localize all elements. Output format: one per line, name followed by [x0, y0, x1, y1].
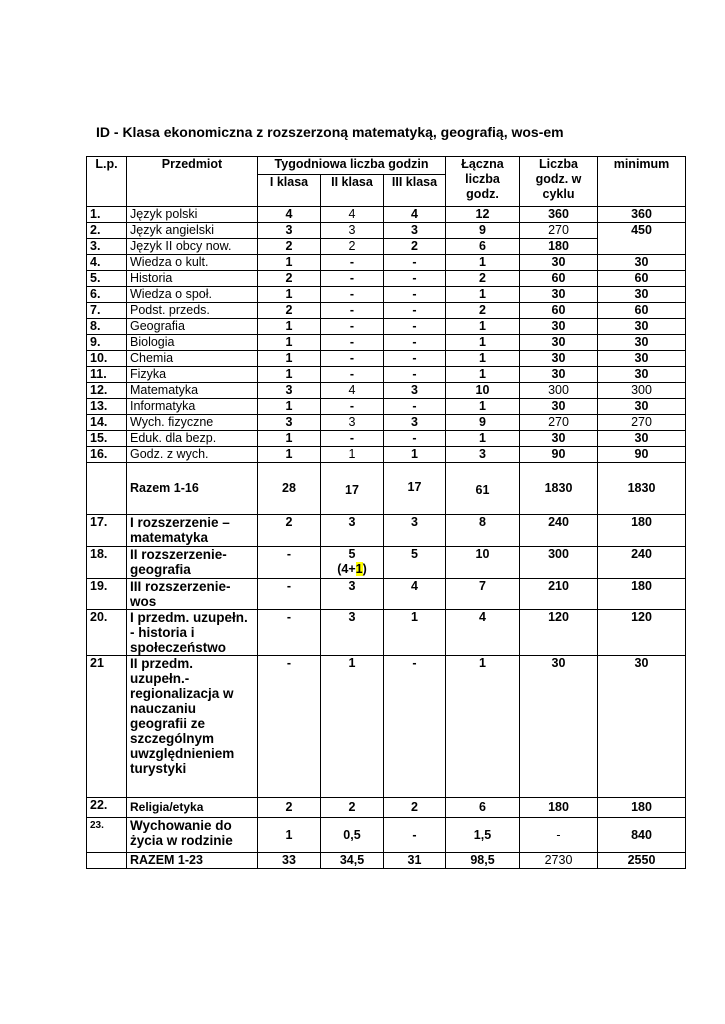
cell-klasa1: -: [258, 610, 321, 656]
cell-subject: Język angielski: [127, 223, 258, 239]
cell-klasa3: -: [384, 303, 446, 319]
subject-row: [87, 431, 686, 447]
cell-klasa3: -: [384, 335, 446, 351]
subject-row: [87, 255, 686, 271]
cell-klasa1: 1: [258, 255, 321, 271]
cell-cykl: 2730: [520, 853, 598, 869]
cell-laczna: 2: [446, 271, 520, 287]
cell-klasa3: -: [384, 656, 446, 798]
cell-cykl: 30: [520, 255, 598, 271]
cell-klasa2: 3: [321, 223, 384, 239]
cell-subject: Wiedza o społ.: [127, 287, 258, 303]
cell-klasa1: 1: [258, 287, 321, 303]
header-tygodniowa: Tygodniowa liczba godzin: [258, 157, 446, 175]
extension-row: [87, 579, 686, 610]
cell-klasa1: 2: [258, 303, 321, 319]
cell-minimum: 180: [598, 798, 686, 818]
cell-subject: II rozszerzenie- geografia: [127, 547, 258, 579]
subject-row: [87, 303, 686, 319]
header-klasa3: III klasa: [384, 175, 446, 207]
cell-minimum: 60: [598, 303, 686, 319]
cell-klasa3: -: [384, 255, 446, 271]
cell-klasa3: -: [384, 399, 446, 415]
cell-laczna: 9: [446, 223, 520, 239]
cell-klasa3: 2: [384, 798, 446, 818]
cell-klasa3: 3: [384, 383, 446, 399]
cell-minimum: 30: [598, 367, 686, 383]
cell-subject: Historia: [127, 271, 258, 287]
cell-minimum: 360: [598, 207, 686, 223]
cell-klasa3: 31: [384, 853, 446, 869]
cell-klasa1: 1: [258, 447, 321, 463]
cell-lp: 5.: [87, 271, 127, 287]
cell-subject: Podst. przeds.: [127, 303, 258, 319]
cell-klasa2: 34,5: [321, 853, 384, 869]
klasa2-breakdown: [324, 562, 380, 577]
cell-laczna: 9: [446, 415, 520, 431]
cell-cykl: 240: [520, 515, 598, 547]
cell-subject: III rozszerzenie- wos: [127, 579, 258, 610]
cell-klasa3: 5: [384, 547, 446, 579]
cell-subject: Razem 1-16: [127, 463, 258, 515]
cell-klasa1: 3: [258, 223, 321, 239]
cell-lp: 21: [87, 656, 127, 798]
cell-cykl: 30: [520, 367, 598, 383]
cell-laczna: 1: [446, 287, 520, 303]
cell-klasa2: [321, 547, 384, 579]
cell-minimum: 450: [598, 223, 686, 255]
subject-row: [87, 367, 686, 383]
cell-minimum: 120: [598, 610, 686, 656]
extension-row: [87, 610, 686, 656]
cell-minimum: 60: [598, 271, 686, 287]
cell-subject: Język II obcy now.: [127, 239, 258, 255]
cell-klasa3: 3: [384, 415, 446, 431]
cell-subject: Wych. fizyczne: [127, 415, 258, 431]
cell-minimum: 30: [598, 335, 686, 351]
cell-klasa1: 1: [258, 818, 321, 853]
cell-klasa2: -: [321, 335, 384, 351]
cell-subject: Język polski: [127, 207, 258, 223]
cell-subject: I przedm. uzupełn. - historia i społeczeństwo: [127, 610, 258, 656]
subject-row: [87, 383, 686, 399]
cell-klasa2: 4: [321, 207, 384, 223]
cell-lp: 14.: [87, 415, 127, 431]
cell-lp: 16.: [87, 447, 127, 463]
subject-row: [87, 319, 686, 335]
cell-klasa1: -: [258, 547, 321, 579]
cell-lp: [87, 853, 127, 869]
cell-klasa3: 4: [384, 579, 446, 610]
cell-cykl: 270: [520, 415, 598, 431]
cell-lp: 20.: [87, 610, 127, 656]
klasa2-value: 5: [348, 547, 356, 561]
cell-klasa3: 3: [384, 223, 446, 239]
cell-subject: RAZEM 1-23: [127, 853, 258, 869]
cell-cykl: 30: [520, 351, 598, 367]
cell-klasa1: 2: [258, 798, 321, 818]
cell-minimum: 300: [598, 383, 686, 399]
cell-klasa3: 17: [384, 463, 446, 515]
cell-laczna: 1: [446, 656, 520, 798]
cell-klasa2: 3: [321, 579, 384, 610]
cell-klasa1: 1: [258, 367, 321, 383]
cell-klasa1: 2: [258, 239, 321, 255]
subject-row: [87, 223, 686, 239]
subject-row: [87, 207, 686, 223]
cell-lp: 12.: [87, 383, 127, 399]
cell-lp: 10.: [87, 351, 127, 367]
cell-klasa3: 4: [384, 207, 446, 223]
cell-minimum: 30: [598, 255, 686, 271]
cell-klasa1: 4: [258, 207, 321, 223]
subject-row: [87, 351, 686, 367]
cell-lp: 22.: [87, 798, 127, 818]
cell-lp: 8.: [87, 319, 127, 335]
cell-subject: Matematyka: [127, 383, 258, 399]
cell-klasa3: -: [384, 818, 446, 853]
cell-minimum: 90: [598, 447, 686, 463]
header-laczna: Łączna liczba godz.: [446, 157, 520, 207]
cell-klasa2: -: [321, 287, 384, 303]
cell-klasa2: 17: [321, 463, 384, 515]
cell-klasa3: -: [384, 319, 446, 335]
cell-klasa2: 2: [321, 239, 384, 255]
cell-cykl: 210: [520, 579, 598, 610]
cell-lp: 1.: [87, 207, 127, 223]
header-liczba: Liczba godz. w cyklu: [520, 157, 598, 207]
cell-klasa1: 28: [258, 463, 321, 515]
header-lp-cont: [87, 175, 127, 207]
cell-cykl: 60: [520, 271, 598, 287]
breakdown-text: (4+: [337, 562, 356, 576]
highlighted-digit: 1: [355, 562, 363, 576]
header-klasa2: II klasa: [321, 175, 384, 207]
subject-row: [87, 271, 686, 287]
cell-klasa3: -: [384, 431, 446, 447]
cell-cykl: 30: [520, 319, 598, 335]
breakdown-text: ): [362, 562, 367, 576]
cell-laczna: 1: [446, 431, 520, 447]
cell-subject: I rozszerzenie – matematyka: [127, 515, 258, 547]
cell-cykl: 30: [520, 656, 598, 798]
cell-minimum: 270: [598, 415, 686, 431]
cell-cykl: -: [520, 818, 598, 853]
cell-klasa2: -: [321, 271, 384, 287]
cell-laczna: 1: [446, 335, 520, 351]
cell-lp: 6.: [87, 287, 127, 303]
cell-subject: Wychowanie do życia w rodzinie: [127, 818, 258, 853]
cell-laczna: 2: [446, 303, 520, 319]
cell-cykl: 90: [520, 447, 598, 463]
cell-subject: Eduk. dla bezp.: [127, 431, 258, 447]
extension-row: [87, 798, 686, 818]
cell-cykl: 120: [520, 610, 598, 656]
cell-laczna: 3: [446, 447, 520, 463]
cell-klasa2: 1: [321, 447, 384, 463]
cell-laczna: 6: [446, 239, 520, 255]
header-minimum: minimum: [598, 157, 686, 207]
cell-klasa1: 1: [258, 319, 321, 335]
cell-minimum: 30: [598, 399, 686, 415]
subject-row: [87, 399, 686, 415]
cell-laczna: 1,5: [446, 818, 520, 853]
cell-klasa2: -: [321, 319, 384, 335]
cell-klasa2: 2: [321, 798, 384, 818]
cell-subject: Religia/etyka: [127, 798, 258, 818]
cell-laczna: 12: [446, 207, 520, 223]
cell-laczna: 1: [446, 319, 520, 335]
cell-laczna: 1: [446, 399, 520, 415]
cell-subject: Geografia: [127, 319, 258, 335]
cell-lp: 23.: [87, 818, 127, 853]
cell-laczna: 61: [446, 463, 520, 515]
cell-klasa3: -: [384, 287, 446, 303]
cell-subject: Biologia: [127, 335, 258, 351]
cell-cykl: 30: [520, 335, 598, 351]
cell-cykl: 180: [520, 798, 598, 818]
cell-minimum: 30: [598, 287, 686, 303]
cell-klasa3: -: [384, 351, 446, 367]
subject-row: [87, 447, 686, 463]
cell-laczna: 10: [446, 547, 520, 579]
cell-cykl: 180: [520, 239, 598, 255]
header-row: [87, 157, 686, 175]
cell-laczna: 1: [446, 255, 520, 271]
cell-cykl: 1830: [520, 463, 598, 515]
cell-minimum: 240: [598, 547, 686, 579]
cell-klasa3: 1: [384, 447, 446, 463]
cell-cykl: 270: [520, 223, 598, 239]
cell-klasa2: -: [321, 255, 384, 271]
cell-klasa1: 1: [258, 431, 321, 447]
cell-cykl: 30: [520, 431, 598, 447]
cell-minimum: 840: [598, 818, 686, 853]
header-przedmiot-cont: [127, 175, 258, 207]
cell-lp: 19.: [87, 579, 127, 610]
cell-laczna: 98,5: [446, 853, 520, 869]
cell-klasa1: 1: [258, 399, 321, 415]
cell-klasa3: 3: [384, 515, 446, 547]
cell-laczna: 8: [446, 515, 520, 547]
cell-klasa1: -: [258, 579, 321, 610]
cell-klasa1: 33: [258, 853, 321, 869]
header-przedmiot: Przedmiot: [127, 157, 258, 175]
cell-klasa1: 1: [258, 351, 321, 367]
total-row: [87, 853, 686, 869]
cell-cykl: 360: [520, 207, 598, 223]
cell-klasa1: 3: [258, 415, 321, 431]
subject-row: [87, 287, 686, 303]
cell-klasa1: 2: [258, 271, 321, 287]
cell-laczna: 4: [446, 610, 520, 656]
header-klasa1: I klasa: [258, 175, 321, 207]
cell-minimum: 30: [598, 431, 686, 447]
cell-klasa3: -: [384, 271, 446, 287]
cell-lp: 13.: [87, 399, 127, 415]
cell-klasa2: 4: [321, 383, 384, 399]
cell-klasa1: -: [258, 656, 321, 798]
cell-klasa1: 1: [258, 335, 321, 351]
cell-lp: 17.: [87, 515, 127, 547]
cell-klasa2: -: [321, 431, 384, 447]
document-title: ID - Klasa ekonomiczna z rozszerzoną matematyką, geografią, wos-em: [96, 124, 564, 140]
subtotal-row: [87, 463, 686, 515]
curriculum-table: [86, 156, 686, 869]
cell-klasa2: -: [321, 351, 384, 367]
cell-klasa2: -: [321, 367, 384, 383]
cell-minimum: 180: [598, 515, 686, 547]
cell-klasa2: -: [321, 399, 384, 415]
cell-klasa2: 1: [321, 656, 384, 798]
cell-lp: 4.: [87, 255, 127, 271]
cell-minimum: 30: [598, 351, 686, 367]
subject-row: [87, 335, 686, 351]
cell-klasa1: 2: [258, 515, 321, 547]
cell-laczna: 6: [446, 798, 520, 818]
cell-klasa2: 3: [321, 515, 384, 547]
cell-klasa3: 2: [384, 239, 446, 255]
header-lp: L.p.: [87, 157, 127, 175]
cell-subject: Chemia: [127, 351, 258, 367]
cell-klasa3: -: [384, 367, 446, 383]
cell-subject: Informatyka: [127, 399, 258, 415]
cell-lp: 11.: [87, 367, 127, 383]
cell-klasa2: 3: [321, 415, 384, 431]
cell-klasa3: 1: [384, 610, 446, 656]
extension-row: [87, 515, 686, 547]
cell-lp: [87, 463, 127, 515]
cell-klasa2: 3: [321, 610, 384, 656]
cell-cykl: 60: [520, 303, 598, 319]
cell-klasa1: 3: [258, 383, 321, 399]
cell-minimum: 180: [598, 579, 686, 610]
cell-lp: 2.: [87, 223, 127, 239]
cell-subject: Fizyka: [127, 367, 258, 383]
cell-lp: 15.: [87, 431, 127, 447]
extension-row: [87, 656, 686, 798]
cell-subject: II przedm. uzupełn.- regionalizacja w nauczaniu geografii ze szczególnym uwzględnieniem turystyki: [127, 656, 258, 798]
cell-laczna: 1: [446, 351, 520, 367]
cell-lp: 18.: [87, 547, 127, 579]
extension-row: [87, 818, 686, 853]
cell-minimum: 2550: [598, 853, 686, 869]
subject-row: [87, 239, 686, 255]
cell-minimum: 30: [598, 319, 686, 335]
cell-klasa2: -: [321, 303, 384, 319]
cell-laczna: 1: [446, 367, 520, 383]
cell-subject: Godz. z wych.: [127, 447, 258, 463]
cell-lp: 3.: [87, 239, 127, 255]
cell-laczna: 7: [446, 579, 520, 610]
cell-lp: 7.: [87, 303, 127, 319]
cell-cykl: 30: [520, 287, 598, 303]
cell-minimum: 1830: [598, 463, 686, 515]
subject-row: [87, 415, 686, 431]
cell-cykl: 30: [520, 399, 598, 415]
cell-minimum: 30: [598, 656, 686, 798]
cell-cykl: 300: [520, 547, 598, 579]
cell-lp: 9.: [87, 335, 127, 351]
cell-klasa2: 0,5: [321, 818, 384, 853]
cell-laczna: 10: [446, 383, 520, 399]
cell-cykl: 300: [520, 383, 598, 399]
cell-subject: Wiedza o kult.: [127, 255, 258, 271]
extension-row: [87, 547, 686, 579]
